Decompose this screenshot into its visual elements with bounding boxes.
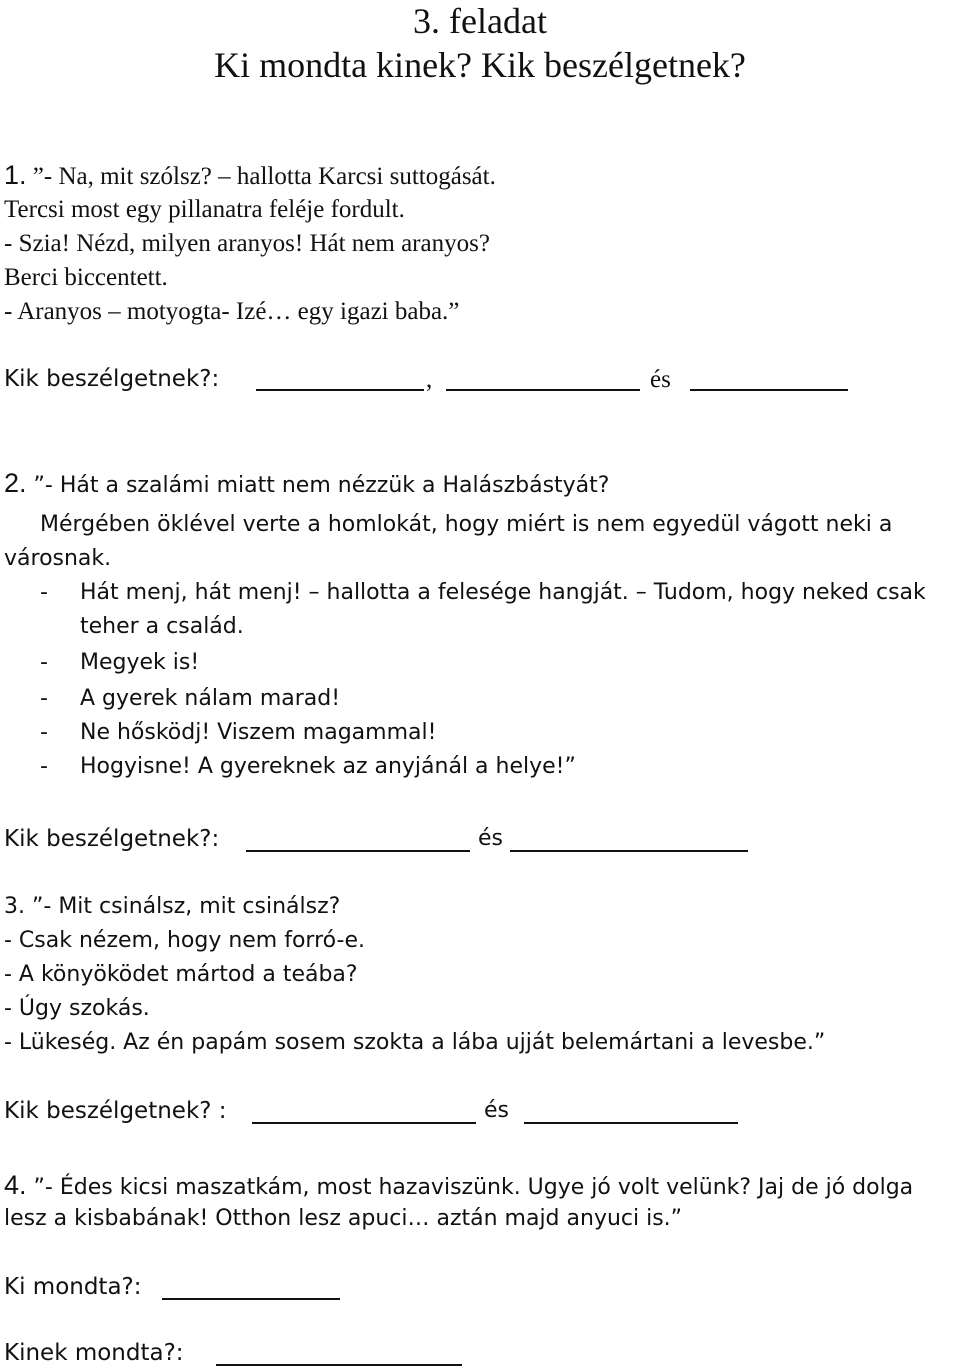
and-label: és [650, 366, 671, 393]
question-label: Kik beszélgetnek? : [4, 1098, 227, 1124]
answer-blank-2[interactable] [446, 389, 640, 391]
exercise-2-line-3: városnak. [4, 546, 112, 571]
exercise-3-line-1 [4, 894, 340, 919]
exercise-2-line-5: Megyek is! [80, 650, 200, 675]
list-dash: - [40, 580, 48, 605]
dialogue-text: ”- Hát a szalámi miatt nem nézzük a Halászbástyát? [26, 473, 610, 498]
exercise-1-line-4: Berci biccentett. [4, 264, 168, 291]
list-dash: - [40, 754, 48, 779]
dialogue-text: ”- Na, mit szólsz? – hallotta Karcsi suttogását. [26, 163, 496, 190]
exercise-3-line-5: - Lükeség. Az én papám sosem szokta a lába ujját belemártani a levesbe.” [4, 1030, 826, 1055]
dialogue-text: ”- Mit csinálsz, mit csinálsz? [25, 894, 341, 919]
task-number: 3. feladat [413, 1, 547, 41]
answer-blank-listener[interactable] [216, 1364, 462, 1366]
page-title: Ki mondta kinek? Kik beszélgetnek? [214, 45, 746, 85]
list-dash: - [40, 650, 48, 675]
list-dash: - [40, 686, 48, 711]
answer-blank-1[interactable] [256, 389, 424, 391]
exercise-2-line-8: Hogyisne! A gyereknek az anyjánál a helye!” [80, 754, 576, 779]
to-whom-label: Kinek mondta?: [4, 1340, 184, 1366]
exercise-4-line-2: lesz a kisbabának! Otthon lesz apuci… aztán majd anyuci is.” [4, 1206, 683, 1231]
exercise-2-line-7: Ne hősködj! Viszem magammal! [80, 720, 437, 745]
answer-blank-2[interactable] [510, 850, 748, 852]
exercise-1-line-1 [4, 160, 496, 191]
exercise-3-line-2: - Csak nézem, hogy nem forró-e. [4, 928, 365, 953]
answer-blank-speaker[interactable] [162, 1298, 340, 1300]
dialogue-text: ”- Édes kicsi maszatkám, most hazaviszünk. Ugye jó volt velünk? Jaj de jó dolga [26, 1175, 914, 1200]
exercise-number: 3. [4, 894, 25, 919]
answer-blank-1[interactable] [252, 1122, 476, 1124]
exercise-number: 4. [4, 1170, 27, 1200]
exercise-1-line-3: - Szia! Nézd, milyen aranyos! Hát nem aranyos? [4, 230, 490, 257]
exercise-2-line-1 [4, 468, 609, 499]
exercise-2-line-4: Hát menj, hát menj! – hallotta a felesége hangját. – Tudom, hogy neked csak [80, 580, 926, 605]
exercise-3-line-3: - A könyöködet mártod a teába? [4, 962, 358, 987]
exercise-2-line-6: A gyerek nálam marad! [80, 686, 341, 711]
exercise-3-line-4: - Úgy szokás. [4, 996, 150, 1021]
who-said-label: Ki mondta?: [4, 1274, 142, 1300]
exercise-1-line-5: - Aranyos – motyogta- Izé… egy igazi baba.” [4, 298, 460, 325]
exercise-2-line-2: Mérgében öklével verte a homlokát, hogy miért is nem egyedül vágott neki a [40, 512, 893, 537]
answer-blank-2[interactable] [524, 1122, 738, 1124]
and-label: és [484, 1098, 509, 1123]
comma-separator: , [426, 366, 433, 393]
exercise-number: 2. [4, 468, 27, 498]
list-dash: - [40, 720, 48, 745]
exercise-1-line-2: Tercsi most egy pillanatra feléje fordult. [4, 196, 405, 223]
exercise-number: 1. [4, 160, 27, 190]
and-label: és [478, 826, 503, 851]
answer-blank-1[interactable] [246, 850, 470, 852]
question-label: Kik beszélgetnek?: [4, 826, 220, 852]
answer-blank-3[interactable] [690, 389, 848, 391]
question-label: Kik beszélgetnek?: [4, 366, 220, 392]
exercise-4-line-1 [4, 1170, 913, 1201]
exercise-2-line-4b: teher a család. [80, 614, 244, 639]
